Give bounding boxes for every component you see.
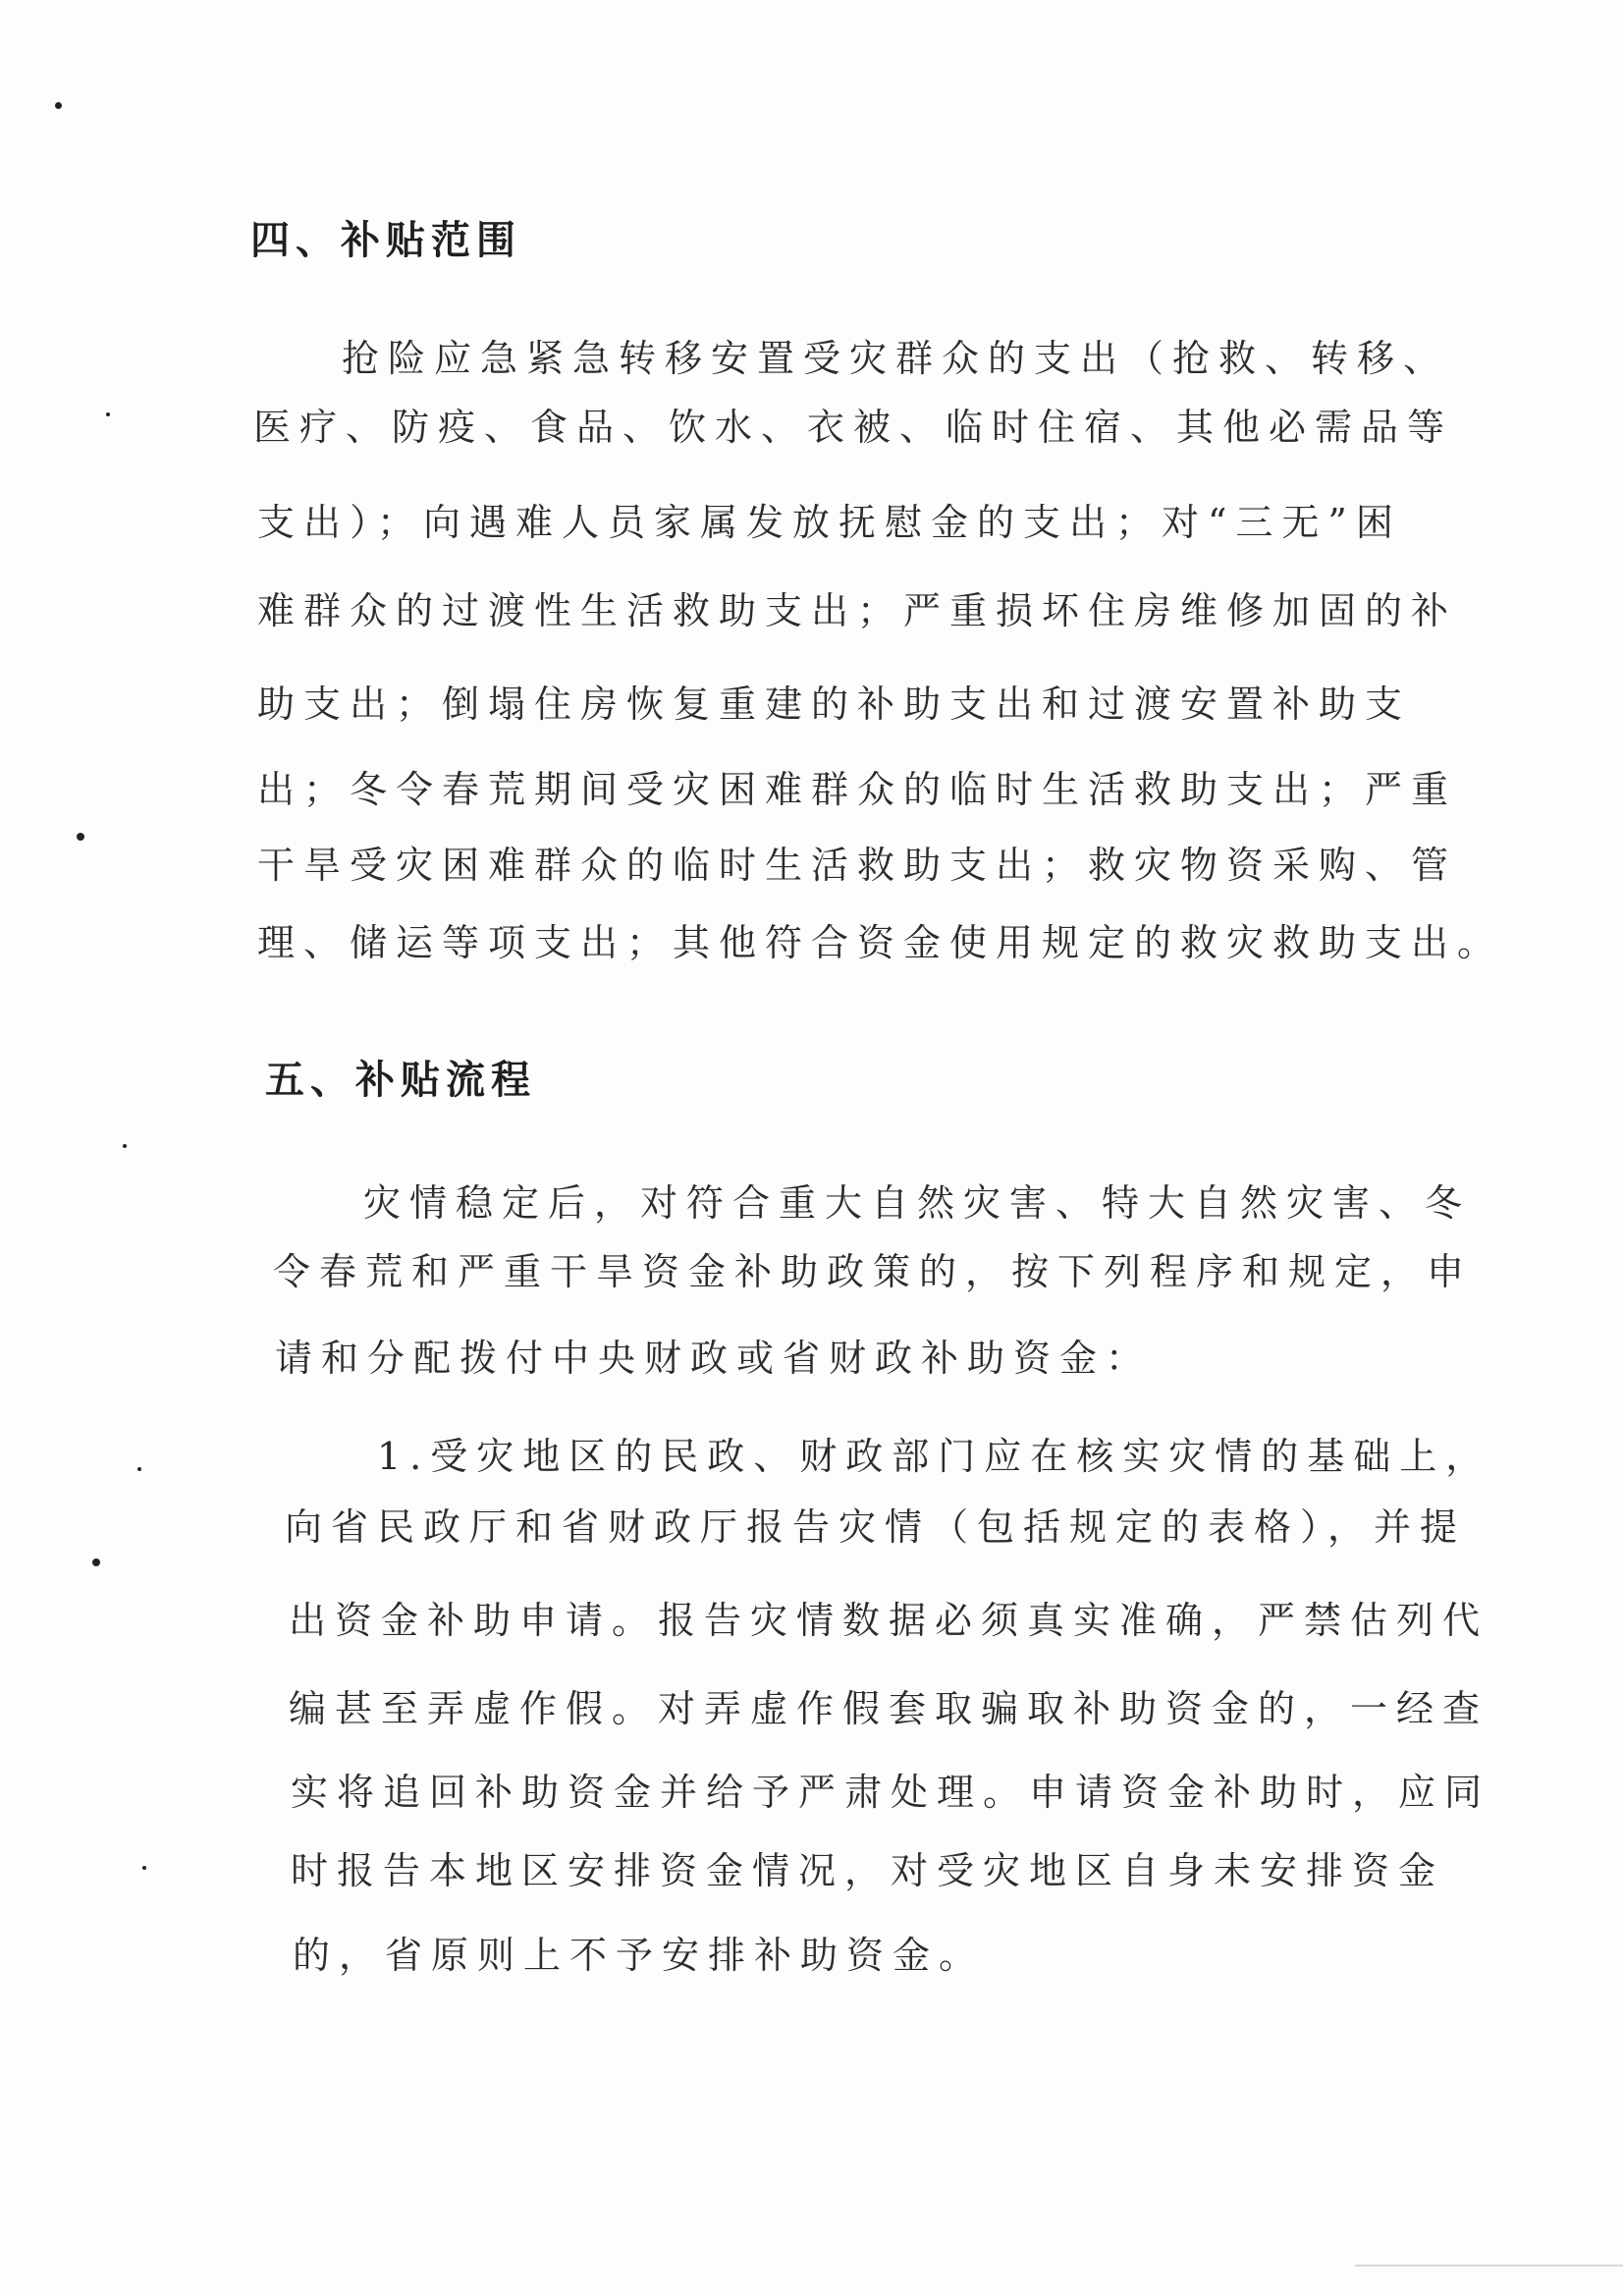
list-item-line: 时报告本地区安排资金情况，对受灾地区自身未安排资金 <box>291 1849 1445 1892</box>
section-heading-process: 五、补贴流程 <box>265 1058 536 1103</box>
paragraph-line: 干旱受灾困难群众的临时生活救助支出；救灾物资采购、管 <box>257 844 1458 887</box>
paragraph-line: 灾情稳定后，对符合重大自然灾害、特大自然灾害、冬 <box>363 1181 1472 1225</box>
list-item-line: 的，省原则上不予安排补助资金。 <box>293 1934 986 1977</box>
paragraph-line: 助支出；倒塌住房恢复重建的补助支出和过渡安置补助支 <box>257 683 1412 726</box>
paragraph-line: 令春荒和严重干旱资金补助政策的，按下列程序和规定，申 <box>273 1250 1474 1293</box>
paragraph-line: 支出）；向遇难人员家属发放抚慰金的支出；对“三无”困 <box>257 501 1402 544</box>
list-item-line: 出资金补助申请。报告灾情数据必须真实准确，严禁估列代 <box>289 1599 1489 1642</box>
paragraph-line: 抢险应急紧急转移安置受灾群众的支出（抢救、转移、 <box>342 337 1450 380</box>
paragraph-line: 请和分配拨付中央财政或省财政补助资金： <box>275 1337 1153 1380</box>
scan-dot <box>123 1144 127 1148</box>
scan-edge-line <box>1355 2265 1623 2267</box>
scan-dot <box>137 1467 141 1471</box>
scan-dot <box>77 833 84 841</box>
scan-dot <box>106 412 110 416</box>
list-item-line: 1.受灾地区的民政、财政部门应在核实灾情的基础上， <box>377 1435 1492 1478</box>
list-item-line: 实将追回补助资金并给予严肃处理。申请资金补助时，应同 <box>291 1771 1491 1814</box>
section-heading-scope: 四、补贴范围 <box>250 218 521 263</box>
list-item-line: 编甚至弄虚作假。对弄虚作假套取骗取补助资金的，一经查 <box>289 1687 1489 1730</box>
paragraph-line: 出；冬令春荒期间受灾困难群众的临时生活救助支出；严重 <box>257 768 1458 811</box>
list-item-line: 向省民政厅和省财政厅报告灾情（包括规定的表格），并提 <box>285 1505 1467 1549</box>
paragraph-line: 难群众的过渡性生活救助支出；严重损坏住房维修加固的补 <box>257 589 1458 632</box>
paragraph-line: 理、储运等项支出；其他符合资金使用规定的救灾救助支出。 <box>257 921 1504 964</box>
paragraph-line: 医疗、防疫、食品、饮水、衣被、临时住宿、其他必需品等 <box>253 406 1454 449</box>
scan-dot <box>92 1558 100 1566</box>
scan-dot <box>55 102 62 109</box>
scan-dot <box>142 1866 146 1870</box>
